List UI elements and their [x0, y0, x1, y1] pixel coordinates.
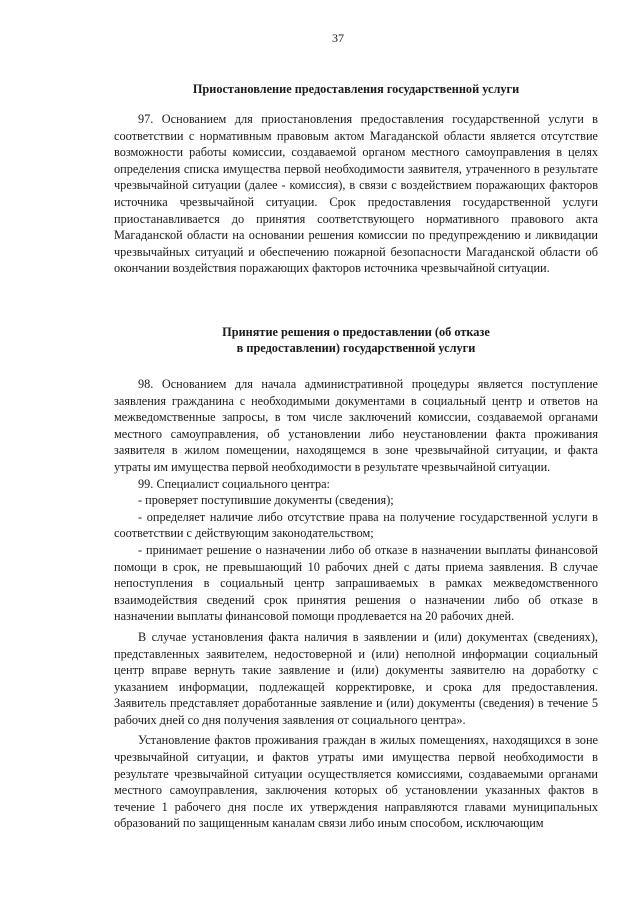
- list-item-make-decision: - принимает решение о назначении либо об отказе в назначении выплаты финансовой помощи в срок, не превышающий 10 рабочих дней с даты приема заявления. В случае непоступления в социальный центр запрашиваемых в рамках межведомственного взаимодействия сведений срок принятия решения о назначении либо об отказе в назначении выплаты финансовой помощи продлевается на 20 рабочих дней.: [114, 542, 598, 624]
- paragraph-99: 99. Специалист социального центра:: [138, 476, 330, 491]
- section-heading-suspension: [114, 81, 598, 97]
- section-heading-decision: [114, 324, 598, 357]
- heading-line-2: в предоставлении) государственной услуги: [236, 341, 476, 356]
- heading-line: Приостановление предоставления государственной услуги: [192, 82, 520, 96]
- heading-line-1: Принятие решения о предоставлении (об отказе: [222, 325, 490, 339]
- list-item-determine-right: - определяет наличие либо отсутствие права на получение государственной услуги в соответствии с действующим законодательством;: [114, 509, 598, 541]
- page-number: 37: [332, 31, 344, 45]
- paragraph-facts-establishment: Установление фактов проживания граждан в жилых помещениях, находящихся в зоне чрезвычайной ситуации, и фактов утраты ими имущества первой необходимости в результате чрезвычайной ситуации осуществляется комиссиями, создаваемыми органами местного самоуправления, заключения которых об установлении указанных фактов в течение 1 рабочего дня после их утверждения направляются главами муниципальных образований по защищенным каналам связи либо иным способом, исключающим: [114, 733, 598, 831]
- paragraph-return-documents: В случае установления факта наличия в заявлении и (или) документах (сведениях), представленных заявителем, недостоверной и (или) неполной информации социальный центр вправе вернуть такие заявление и (или) документы заявителю на доработку с указанием информации, подлежащей корректировке, и срока для предоставления. Заявитель представляет доработанные заявление и (или) документы (сведения) в течение 5 рабочих дней со дня получения заявления от социального центра».: [114, 629, 598, 727]
- paragraph-98: 98. Основанием для начала административной процедуры является поступление заявления гражданина с необходимыми документами в социальный центр и ответов на межведомственные запросы, в том числе заключений комиссии, создаваемой органами местного самоуправления, об установлении либо неустановлении факта проживания заявителя в жилом помещении, находящемся в зоне чрезвычайной ситуации, и факта утраты им имущества первой необходимости в результате чрезвычайной ситуации.: [114, 377, 598, 474]
- paragraph-97: 97. Основанием для приостановления предоставления государственной услуги в соответствии с нормативным правовым актом Магаданской области является отсутствие возможности работы комиссии, создаваемой органом местного самоуправления в целях определения списка имущества первой необходимости заявителя, утраченного в результате чрезвычайной ситуации (далее - комиссия), в связи с воздействием поражающих факторов источника чрезвычайной ситуации. Срок предоставления государственной услуги приостанавливается до принятия соответствующего нормативного правового акта Магаданской области на основании решения комиссии по предупреждению и ликвидации чрезвычайных ситуаций и обеспечению пожарной безопасности Магаданской области об окончании воздействия поражающих факторов источника чрезвычайной ситуации.: [114, 112, 598, 276]
- list-item-check-documents: - проверяет поступившие документы (сведения);: [138, 493, 394, 508]
- section-decision: [114, 376, 598, 832]
- section-suspension: [114, 111, 598, 277]
